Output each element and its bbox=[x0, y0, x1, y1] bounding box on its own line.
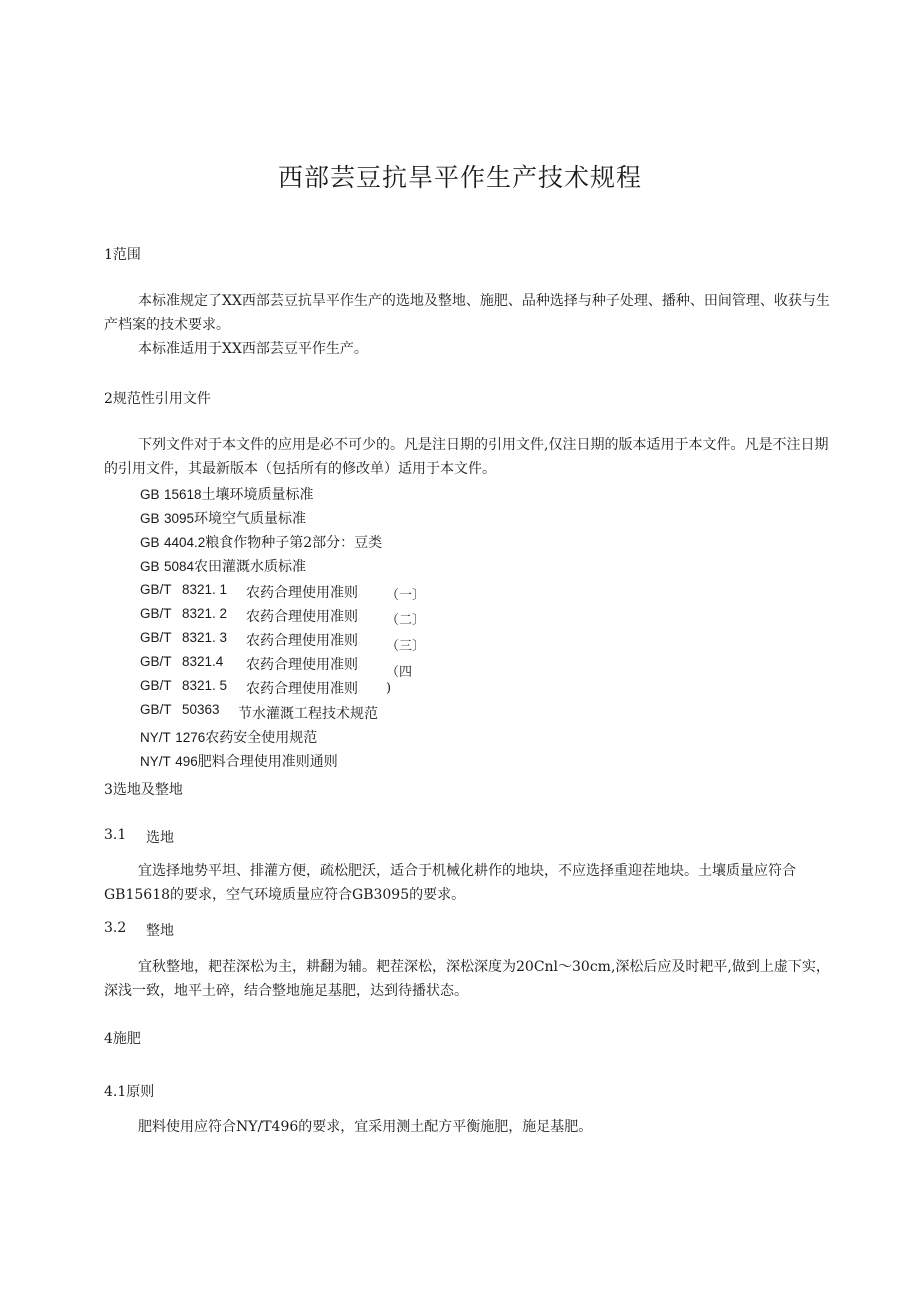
reference-code: GB/T bbox=[140, 606, 172, 621]
reference-code: GB bbox=[140, 511, 160, 526]
reference-number: 4404.2 bbox=[163, 535, 206, 550]
reference-code: GB/T bbox=[140, 678, 172, 693]
section-3-heading: 3选地及整地 bbox=[104, 782, 183, 798]
section-2-heading: 2规范性引用文件 bbox=[104, 391, 211, 407]
section-1-paragraph-2: 本标准适用于XX西部芸豆平作生产。 bbox=[138, 341, 368, 357]
reference-name: 农药安全使用规范 bbox=[205, 730, 318, 746]
subsection-3-1-title: 选地 bbox=[146, 830, 174, 846]
reference-name: 土壤环境质量标准 bbox=[201, 487, 314, 503]
section-1-paragraph-1: 本标准规定了XX西部芸豆抗旱平作生产的选地及整地、施肥、品种选择与种子处理、播种、田间管理、收获与生产档案的技术要求。 bbox=[104, 293, 830, 333]
document-title: 西部芸豆抗旱平作生产技术规程 bbox=[277, 163, 642, 192]
section-2-paragraph-1: 下列文件对于本文件的应用是必不可少的。凡是注日期的引用文件,仅注日期的版本适用于本文件。凡是不注日期的引用文件，其最新版本（包括所有的修改单）适用于本文件。 bbox=[104, 437, 829, 477]
reference-code: GB/T bbox=[140, 702, 172, 717]
subsection-3-1-paragraph: 宜选择地势平坦、排灌方便，疏松肥沃，适合于机械化耕作的地块，不应选择重迎茬地块。土壤质量应符合GB15618的要求，空气环境质量应符合GB3095的要求。 bbox=[104, 863, 796, 903]
subsection-3-2-number: 3.2 bbox=[104, 920, 127, 936]
reference-code: GB bbox=[140, 487, 160, 502]
reference-suffix: （一〕 bbox=[386, 588, 426, 603]
reference-number: 8321. 5 bbox=[182, 678, 228, 693]
reference-code: GB/T bbox=[140, 630, 172, 645]
reference-item bbox=[140, 508, 306, 528]
section-4-heading: 4施肥 bbox=[104, 1031, 141, 1047]
subsection-4-1-heading: 4.1原则 bbox=[104, 1084, 155, 1100]
reference-number: 5084 bbox=[163, 559, 195, 574]
section-1-heading: 1范围 bbox=[104, 247, 141, 263]
reference-number: 3095 bbox=[163, 511, 195, 526]
subsection-3-1-number: 3.1 bbox=[104, 827, 127, 843]
reference-code: GB bbox=[140, 559, 160, 574]
reference-item bbox=[140, 532, 382, 552]
reference-number: 8321.4 bbox=[182, 654, 224, 669]
reference-suffix: （三〕 bbox=[386, 639, 426, 654]
reference-number: 496 bbox=[175, 754, 198, 769]
reference-item bbox=[140, 556, 306, 576]
reference-name: 节水灌溉工程技术规范 bbox=[238, 706, 378, 722]
reference-number: 50363 bbox=[182, 702, 220, 717]
reference-code: GB/T bbox=[140, 582, 172, 597]
reference-suffix: （二〕 bbox=[386, 613, 426, 628]
reference-code: GB/T bbox=[140, 654, 172, 669]
reference-item bbox=[140, 484, 314, 504]
reference-number: 1276 bbox=[175, 730, 206, 745]
reference-suffix: ) bbox=[386, 681, 392, 696]
reference-name: 肥料合理使用准则通则 bbox=[197, 754, 338, 770]
reference-name: 农药合理使用准则 bbox=[246, 681, 358, 697]
reference-item bbox=[140, 751, 338, 771]
reference-name: 农药合理使用准则 bbox=[246, 657, 358, 673]
subsection-3-2-title: 整地 bbox=[146, 923, 174, 939]
reference-name: 农田灌溉水质标准 bbox=[194, 559, 307, 575]
subsection-3-2-paragraph: 宜秋整地，耙茬深松为主，耕翻为辅。耙茬深松，深松深度为20Cnl～30cm,深松后应及时耙平,做到上虚下实，深浅一致，地平土碎，结合整地施足基肥，达到待播状态。 bbox=[104, 959, 830, 999]
reference-code: NY/T bbox=[140, 730, 171, 745]
reference-item bbox=[140, 727, 317, 747]
reference-name: 农药合理使用准则 bbox=[246, 585, 358, 601]
reference-name: 粮食作物种子第2部分：豆类 bbox=[205, 535, 383, 551]
reference-name: 环境空气质量标准 bbox=[194, 511, 307, 527]
reference-number: 8321. 3 bbox=[182, 630, 228, 645]
reference-name: 农药合理使用准则 bbox=[246, 633, 358, 649]
subsection-4-1-paragraph: 肥料使用应符合NY/T496的要求，宜采用测土配方平衡施肥，施足基肥。 bbox=[138, 1119, 593, 1135]
reference-number: 8321. 2 bbox=[182, 606, 228, 621]
reference-code: GB bbox=[140, 535, 160, 550]
reference-suffix: （四 bbox=[386, 665, 413, 680]
reference-code: NY/T bbox=[140, 754, 171, 769]
reference-name: 农药合理使用准则 bbox=[246, 609, 358, 625]
reference-number: 8321. 1 bbox=[182, 582, 228, 597]
reference-number: 15618 bbox=[163, 487, 202, 502]
